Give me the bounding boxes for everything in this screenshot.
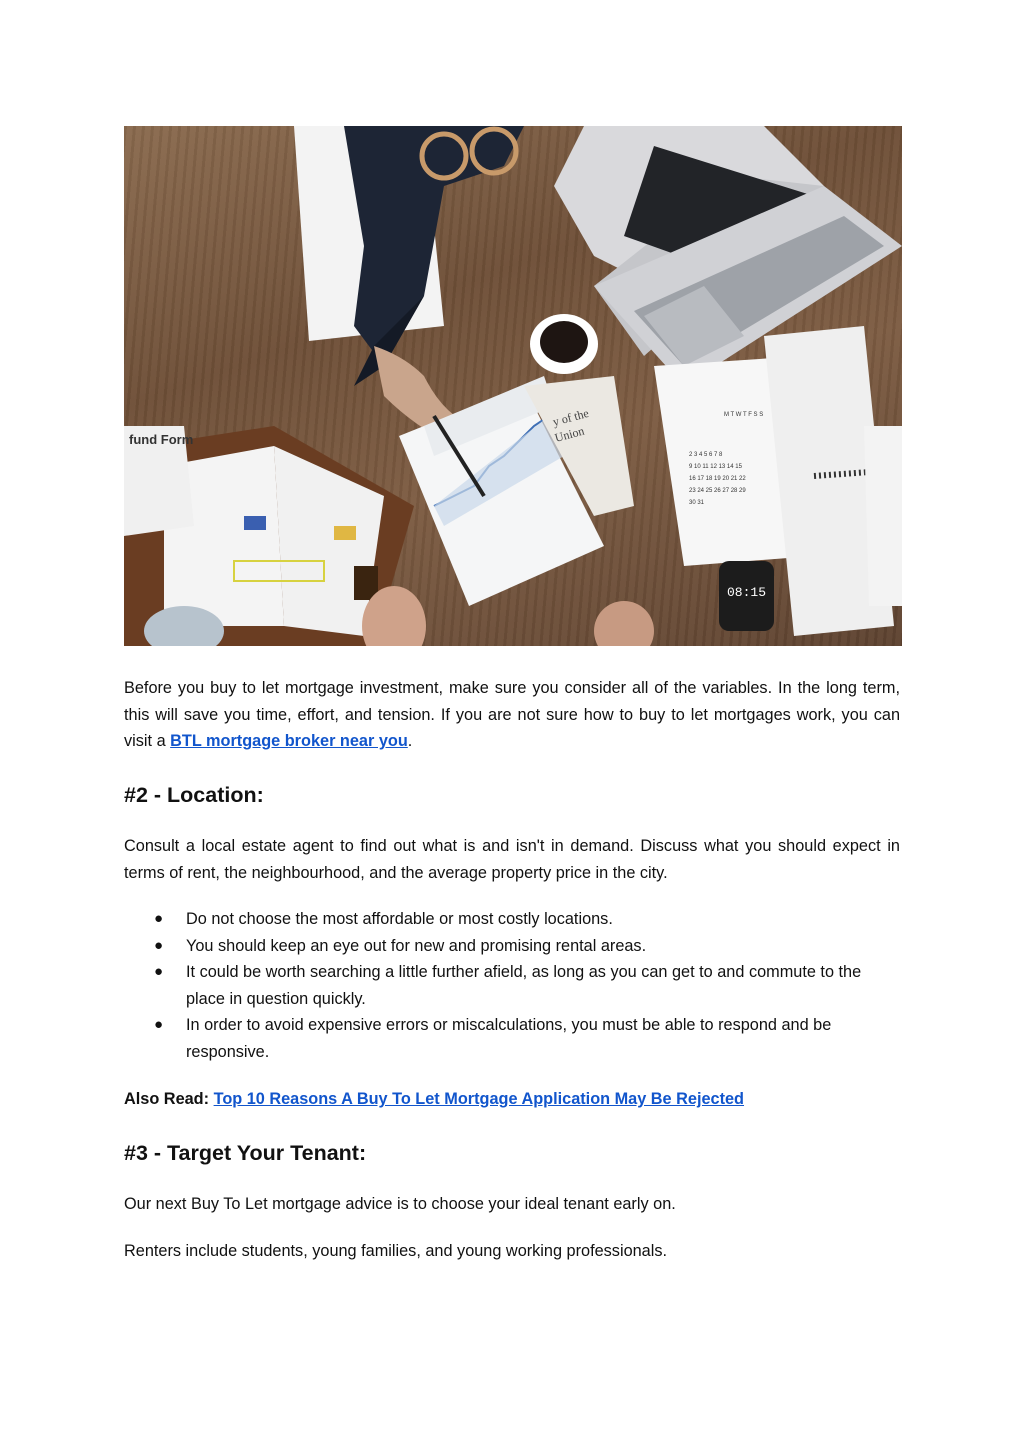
location-bullet-list — [124, 906, 900, 1065]
list-item-text: You should keep an eye out for new and promising rental areas. — [186, 936, 647, 955]
tenant-paragraph-2: Renters include students, young families, and young working professionals. — [124, 1242, 668, 1260]
hero-photo — [124, 126, 902, 646]
svg-text:9 10 11 12 13 14 15: 9 10 11 12 13 14 15 — [689, 464, 742, 470]
svg-text:M T W T F S S: M T W T F S S — [724, 412, 764, 418]
list-item — [124, 933, 900, 960]
also-read-label: Also Read: — [124, 1090, 214, 1108]
svg-text:Union: Union — [553, 423, 586, 445]
bullet-icon: ● — [154, 1016, 164, 1033]
also-read-link[interactable]: Top 10 Reasons A Buy To Let Mortgage Application May Be Rejected — [213, 1090, 745, 1108]
also-read-line — [124, 1086, 744, 1113]
tenant-paragraph-1: Our next Buy To Let mortgage advice is to choose your ideal tenant early on. — [124, 1195, 676, 1213]
list-item-text: Do not choose the most affordable or most costly locations. — [186, 910, 613, 928]
svg-text:y of the: y of the — [551, 405, 591, 429]
list-item-text: In order to avoid expensive errors or miscalculations, you must be able to respond and be responsive. — [186, 1016, 832, 1061]
section-heading-target-tenant: #3 - Target Your Tenant: — [124, 1141, 367, 1165]
svg-text:08:15: 08:15 — [727, 585, 767, 600]
list-item-text: It could be worth searching a little further afield, as long as you can get to and commute to the place in question quickly. — [186, 963, 862, 1008]
list-item — [124, 1012, 900, 1065]
intro-text: Before you buy to let mortgage investment, make sure you consider all of the variables. In the long term, this will save you time, effort, and tension. If you are not sure how to buy to let mortgages work, you can visit a — [124, 679, 900, 750]
intro-suffix: . — [407, 732, 413, 750]
svg-text:2 3 4 5 6 7 8: 2 3 4 5 6 7 8 — [689, 452, 723, 458]
bullet-icon: ● — [154, 910, 164, 927]
bullet-icon: ● — [154, 963, 164, 980]
svg-text:30 31: 30 31 — [689, 500, 705, 506]
svg-text:fund Form: fund Form — [129, 432, 194, 447]
svg-text:23 24 25 26 27 28 29: 23 24 25 26 27 28 29 — [689, 488, 746, 494]
btl-broker-link[interactable]: BTL mortgage broker near you — [170, 732, 408, 750]
section-heading-location: #2 - Location: — [124, 783, 264, 807]
svg-text:16 17 18 19 20 21 22: 16 17 18 19 20 21 22 — [689, 476, 746, 482]
bullet-icon: ● — [154, 936, 164, 954]
list-item — [124, 959, 900, 1012]
intro-paragraph — [124, 675, 900, 755]
list-item — [124, 906, 900, 933]
location-paragraph: Consult a local estate agent to find out what is and isn't in demand. Discuss what you should expect in terms of rent, the neighbourhood, and the average property price in the city. — [124, 837, 900, 882]
